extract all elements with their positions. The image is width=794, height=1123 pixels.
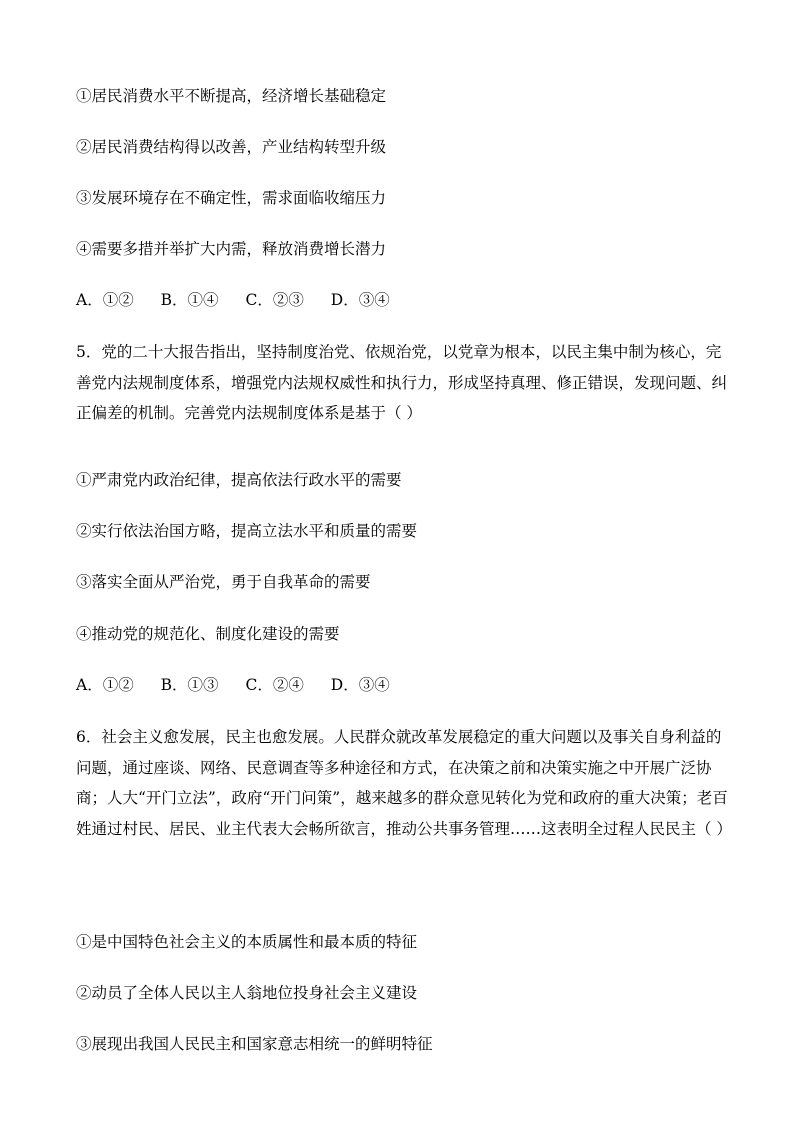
- q5-statement-1: ①严肃党内政治纪律，提高依法行政水平的需要: [76, 471, 402, 489]
- q5-option-c: C．②④: [245, 676, 304, 694]
- q4-statement-4: ④需要多措并举扩大内需，释放消费增长潜力: [76, 240, 387, 258]
- q5-options: [76, 675, 390, 695]
- q4-statement-1: ①居民消费水平不断提高，经济增长基础稳定: [76, 87, 387, 105]
- q5-option-a: A．①②: [76, 676, 134, 694]
- q5-option-d: D．③④: [330, 676, 390, 694]
- q5-statement-3: ③落实全面从严治党，勇于自我革命的需要: [76, 573, 371, 591]
- q4-statement-3: ③发展环境存在不确定性，需求面临收缩压力: [76, 189, 387, 207]
- q6-statement-3: ③展现出我国人民民主和国家意志相统一的鲜明特征: [76, 1035, 433, 1053]
- q5-statement-2: ②实行依法治国方略，提高立法水平和质量的需要: [76, 522, 418, 540]
- q5-option-b: B．①③: [160, 676, 219, 694]
- q4-option-a: A．①②: [76, 291, 134, 309]
- q4-option-d: D．③④: [330, 291, 390, 309]
- q4-statement-2: ②居民消费结构得以改善，产业结构转型升级: [76, 138, 387, 156]
- q6-stem: 6．社会主义愈发展，民主也愈发展。人民群众就改革发展稳定的重大问题以及事关自身利益的问题，通过座谈、网络、民意调查等多种途径和方式，在决策之前和决策实施之中开展广泛协商；人大“开门立法”，政府“开门问策”，越来越多的群众意见转化为党和政府的重大决策；老百姓通过村民、居民、业主代表大会畅所欲言，推动公共事务管理……这表明全过程人民民主（ ）: [76, 728, 732, 838]
- q6-statement-1: ①是中国特色社会主义的本质属性和最本质的特征: [76, 933, 418, 951]
- q6-statement-2: ②动员了全体人民以主人翁地位投身社会主义建设: [76, 984, 418, 1002]
- q4-options: [76, 290, 390, 310]
- q5-statement-4: ④推动党的规范化、制度化建设的需要: [76, 625, 340, 643]
- q4-option-b: B．①④: [160, 291, 219, 309]
- q4-option-c: C．②③: [245, 291, 304, 309]
- q5-stem: 5．党的二十大报告指出，坚持制度治党、依规治党，以党章为根本，以民主集中制为核心，完善党内法规制度体系，增强党内法规权威性和执行力，形成坚持真理、修正错误，发现问题、纠正偏差的机制。完善党内法规制度体系是基于（ ）: [76, 343, 728, 422]
